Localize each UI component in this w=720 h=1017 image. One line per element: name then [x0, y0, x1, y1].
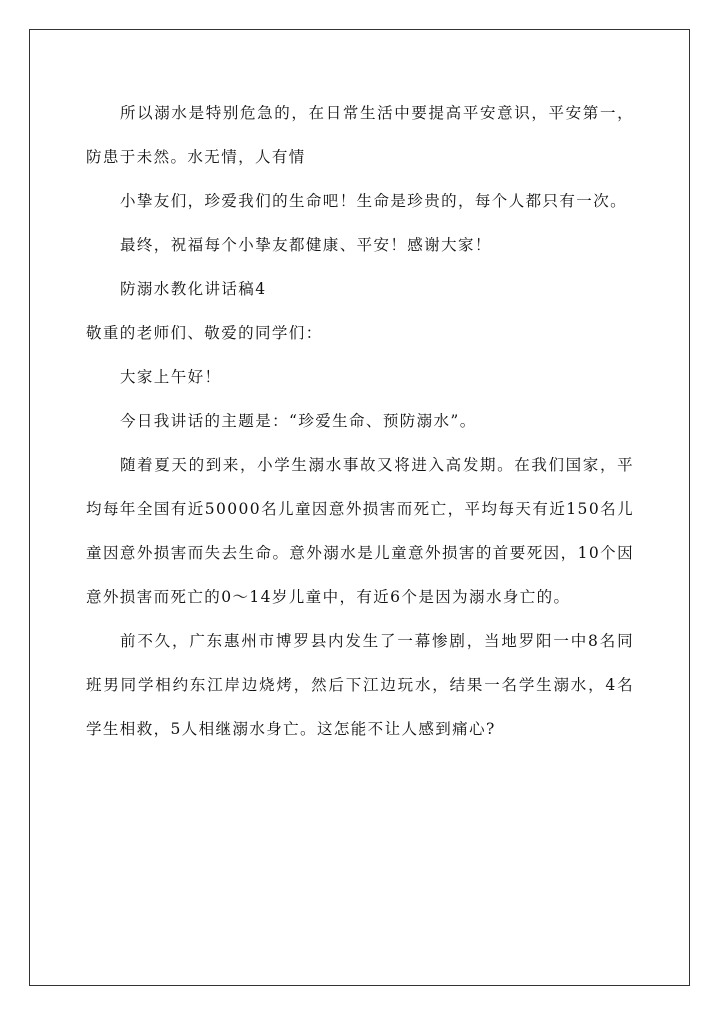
paragraph: 前不久，广东惠州市博罗县内发生了一幕惨剧，当地罗阳一中8名同班男同学相约东江岸边烧烤，然后下江边玩水，结果一名学生溺水，4名学生相救，5人相继溺水身亡。这怎能不让人感到痛心? — [86, 632, 634, 738]
paragraph: 最终，祝福每个小挚友都健康、平安！感谢大家！ — [120, 236, 492, 254]
section-heading: 防溺水教化讲话稿4 — [120, 280, 267, 298]
paragraph: 随着夏天的到来，小学生溺水事故又将进入高发期。在我们国家，平均每年全国有近50000名儿童因意外损害而死亡，平均每天有近150名儿童因意外损害而失去生命。意外溺水是儿童意外损害的首要死因，10个因意外损害而死亡的0～14岁儿童中，有近6个是因为溺水身亡的。 — [86, 456, 634, 606]
paragraph: 小挚友们，珍爱我们的生命吧！生命是珍贵的，每个人都只有一次。 — [120, 192, 628, 210]
document-body — [86, 91, 634, 751]
paragraph: 所以溺水是特别危急的，在日常生活中要提高平安意识，平安第一，防患于未然。水无情，人有情 — [86, 104, 634, 166]
greeting: 大家上午好！ — [120, 368, 222, 386]
salutation: 敬重的老师们、敬爱的同学们： — [86, 324, 323, 342]
paragraph: 今日我讲话的主题是：“珍爱生命、预防溺水”。 — [120, 412, 477, 430]
